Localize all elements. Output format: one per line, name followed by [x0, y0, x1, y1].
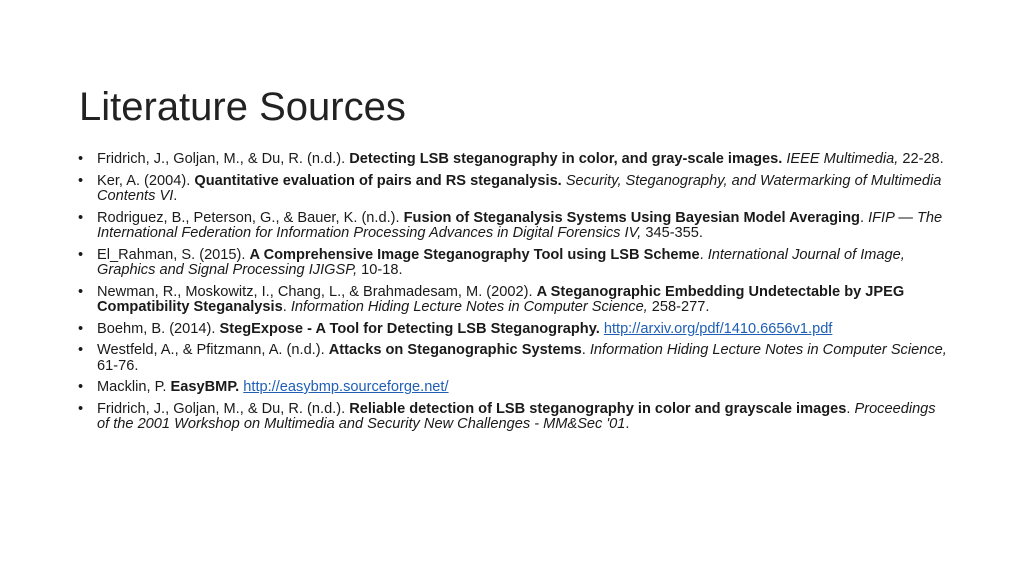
reference-pages: . — [173, 188, 178, 204]
reference-item — [78, 248, 948, 279]
slide-title: Literature Sources — [79, 84, 406, 129]
reference-authors: Rodriguez, B., Peterson, G., & Bauer, K. (n.d.). — [97, 209, 404, 226]
reference-link[interactable]: http://arxiv.org/pdf/1410.6656v1.pdf — [603, 320, 833, 337]
reference-item — [78, 152, 948, 168]
reference-pages: 345-355. — [641, 225, 703, 241]
reference-authors: Fridrich, J., Goljan, M., & Du, R. (n.d.). — [97, 400, 350, 417]
bullet-icon: • — [78, 342, 84, 358]
reference-pages: 258-277. — [647, 299, 710, 315]
reference-item — [78, 402, 948, 433]
reference-pages: 22-28. — [898, 151, 944, 167]
reference-pages: 61-76. — [97, 357, 139, 374]
reference-separator: . — [699, 246, 708, 263]
reference-separator: . — [846, 400, 855, 417]
bullet-icon: • — [78, 246, 84, 263]
reference-source: International Journal of Image, Graphics and Signal Processing IJIGSP, — [97, 246, 905, 278]
bullet-icon: • — [78, 209, 84, 226]
bullet-icon: • — [78, 400, 84, 417]
reference-separator: . — [282, 299, 291, 315]
reference-item — [78, 211, 948, 242]
reference-authors: Westfeld, A., & Pfitzmann, A. (n.d.). — [97, 342, 329, 358]
reference-item — [78, 380, 948, 396]
reference-title: Fusion of Steganalysis Systems Using Bayesian Model Averaging — [403, 209, 860, 226]
bullet-icon: • — [78, 151, 84, 167]
reference-source: IEEE Multimedia, — [786, 151, 899, 167]
reference-item — [78, 174, 948, 205]
bullet-icon: • — [78, 379, 84, 395]
reference-authors: Macklin, P. — [97, 379, 171, 395]
reference-source: IFIP — The International Federation for Information Processing Advances in Digital Forensics IV, — [97, 209, 943, 241]
reference-separator: . — [859, 209, 869, 226]
reference-title: Detecting LSB steganography in color, and gray-scale images. — [349, 151, 783, 167]
reference-title: Reliable detection of LSB steganography in color and grayscale images — [349, 400, 847, 417]
reference-pages: 10-18. — [357, 262, 403, 278]
reference-pages: . — [625, 416, 630, 432]
reference-authors: Boehm, B. (2014). — [97, 320, 220, 337]
reference-source: Proceedings of the 2001 Workshop on Multimedia and Security New Challenges - MM&Sec '01 — [97, 400, 936, 432]
reference-list — [78, 152, 948, 439]
reference-title: A Steganographic Embedding Undetectable by JPEG Compatibility Steganalysis — [97, 283, 905, 315]
reference-title: StegExpose - A Tool for Detecting LSB Steganography. — [219, 320, 600, 337]
reference-title: Quantitative evaluation of pairs and RS steganalysis. — [194, 172, 562, 189]
reference-source: Information Hiding Lecture Notes in Computer Science, — [589, 342, 947, 358]
reference-separator: . — [581, 342, 590, 358]
reference-title: EasyBMP. — [170, 379, 240, 395]
reference-item — [78, 285, 948, 316]
reference-title: Attacks on Steganographic Systems — [328, 342, 582, 358]
reference-source: Information Hiding Lecture Notes in Computer Science, — [290, 299, 648, 315]
reference-title: A Comprehensive Image Steganography Tool using LSB Scheme — [249, 246, 700, 263]
reference-link[interactable]: http://easybmp.sourceforge.net/ — [243, 379, 449, 395]
reference-authors: El_Rahman, S. (2015). — [97, 246, 250, 263]
reference-authors: Fridrich, J., Goljan, M., & Du, R. (n.d.). — [97, 151, 350, 167]
reference-source: Security, Steganography, and Watermarking of Multimedia Contents VI — [97, 172, 942, 204]
reference-authors: Ker, A. (2004). — [97, 172, 195, 189]
bullet-icon: • — [78, 283, 84, 300]
bullet-icon: • — [78, 320, 84, 337]
reference-authors: Newman, R., Moskowitz, I., Chang, L., & Brahmadesam, M. (2002). — [97, 283, 537, 300]
reference-item — [78, 322, 948, 338]
bullet-icon: • — [78, 172, 84, 189]
reference-item — [78, 343, 948, 374]
